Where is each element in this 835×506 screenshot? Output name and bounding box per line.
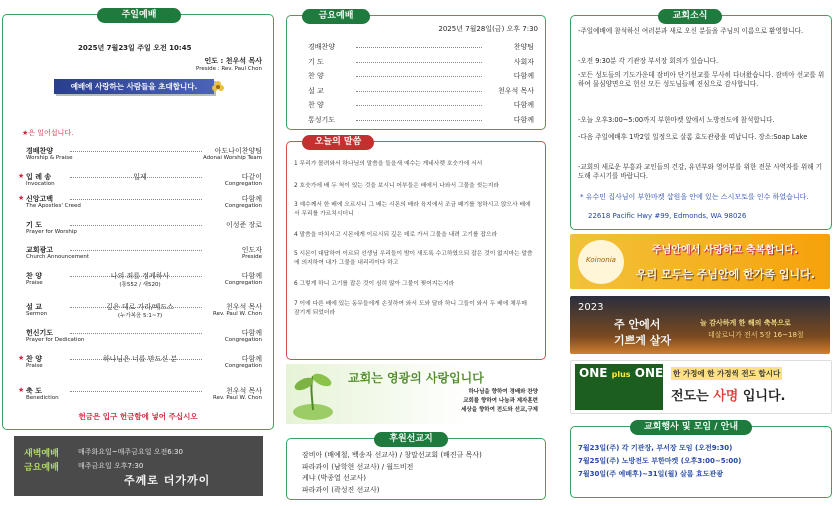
order-item-ref: (누가복음 5:1~7) <box>117 313 163 319</box>
star-icon: ★ <box>18 172 25 180</box>
dawn-friday-box <box>14 436 263 496</box>
order-item-ko: 입 례 송 <box>26 173 52 181</box>
friday-item-ko: 찬 양 <box>308 101 324 110</box>
verse-item: 3 예수께서 한 배에 오르시니 그 배는 시몬의 배라 육지에서 조금 떼기를 청하시고 앉으사 배에서 무리를 가르치시더니 <box>294 202 531 217</box>
order-item-en: Benediction <box>26 395 59 401</box>
verse-item: 4 말씀을 마치시고 시몬에게 이르시되 깊은 데로 가서 그물을 내려 고기를 잡으라 <box>294 232 498 238</box>
mission-item: 파라과이 (남학현 선교사) / 월드비전 <box>302 462 414 471</box>
missions-header: 후원선교지 <box>374 432 448 447</box>
sprout-icon <box>290 366 336 422</box>
offering-note: 헌금은 입구 헌금함에 넣어 주십시오 <box>78 412 198 421</box>
dotted-leader <box>70 250 202 251</box>
evangelism-top: 한 가정에 한 가정씩 전도 합시다 <box>673 369 781 378</box>
friday-item-ko: 찬 양 <box>308 72 324 81</box>
order-item-ko: 경배찬양 <box>26 147 54 155</box>
dotted-leader <box>356 105 482 106</box>
news-item: -모든 성도들의 기도가운데 잠비아 단기선교를 무사히 다녀왔습니다. 잠비아 선교를 위하여 물심양면으로 헌신 모든 성도님들께 진심으로 감사합니다. <box>578 71 825 88</box>
verse-item: 1 무리가 몰려와서 하나님의 말씀을 들을새 예수는 게네사렛 호숫가에 서서 <box>294 161 483 167</box>
verse-item: 7 이에 다른 배에 있는 동무들에게 손짓하여 와서 도와 달라 하니 그들이 와서 두 배에 채우매 잠기게 되었더라 <box>294 301 527 316</box>
verse-item: 5 시몬이 대답하여 이르되 선생님 우리들이 밤이 새도록 수고하였으되 잡은 것이 없지마는 말씀에 의지하여 내가 그물을 내리리이다 하고 <box>294 251 533 266</box>
friday-date-time: 2025년 7월28일(금) 오후 7:30 <box>438 25 538 33</box>
order-item-ko: 헌신기도 <box>26 329 54 337</box>
mail-note: * 유수민 집사님이 부한마켓 샵원을 안에 있는 스시모토를 인수 하였습니다. <box>580 193 809 201</box>
verse-item: 2 호숫가에 배 두 척이 있는 것을 보시니 어부들은 배에서 나와서 그물을 씻는지라 <box>294 183 499 189</box>
order-item-ko: 찬 양 <box>26 355 42 363</box>
event-item: 7월30일(주 예배후)~31일(월) 살롬 효도관광 <box>578 470 723 478</box>
dotted-leader <box>356 47 482 48</box>
koinonia-sub: 우리 모두는 주님안에 한가족 입니다. <box>636 268 815 281</box>
worship-order-row <box>18 194 262 216</box>
friday-order-row <box>308 71 534 82</box>
dotted-leader <box>356 91 482 92</box>
order-item-leader-en: Rev. Paul W. Chon <box>213 311 262 317</box>
order-item-en: The Apostles' Creed <box>26 203 81 209</box>
order-item-leader-en: Congregation <box>224 280 262 286</box>
stand-note: ★은 일어섭니다. <box>22 129 74 137</box>
star-icon: ★ <box>18 386 25 394</box>
star-icon: ★ <box>18 354 25 362</box>
theme-year: 2023 <box>578 302 604 313</box>
order-item-ko: 설 교 <box>26 303 42 311</box>
worship-order-row <box>18 220 262 242</box>
mission-item: 파라과이 (곽성진 선교사) <box>302 485 380 494</box>
friday-item-leader: 사회자 <box>513 57 534 66</box>
order-item-ko: 신앙고백 <box>26 195 54 203</box>
vision-line: 하나님을 향하여 경배와 찬양 <box>468 389 538 395</box>
order-item-leader-en: Rev. Paul W. Chon <box>213 395 262 401</box>
order-item-leader-en: Congregation <box>224 363 262 369</box>
event-item: 7월23일(주) 각 기관장, 부서장 모임 (오전9:30) <box>578 444 733 452</box>
evangelism-banner <box>570 360 832 414</box>
order-item-en: Church Announcement <box>26 254 90 260</box>
sunday-leader-en: Preside : Rev. Paul Chon <box>195 66 262 72</box>
dotted-leader <box>70 333 202 334</box>
theme-right-1: 늘 감사하게 한 해의 축복으로 <box>700 319 791 327</box>
dotted-leader <box>70 225 202 226</box>
order-item-en: Sermon <box>26 311 48 317</box>
friday-order-row <box>308 86 534 97</box>
vision-line: 교회를 향하여 나눔과 제자훈련 <box>463 398 538 404</box>
sunday-worship-header: 주일예배 <box>97 8 181 23</box>
order-item-leader-en: Preside <box>241 254 262 260</box>
worship-order-row <box>18 146 262 168</box>
order-item-leader: 다함께 <box>241 195 262 203</box>
order-item-ko: 교회광고 <box>26 246 54 254</box>
flower-icon <box>210 79 226 95</box>
friday-order-row <box>308 115 534 126</box>
order-item-en: Praise <box>26 280 43 286</box>
order-item-en: Praise <box>26 363 43 369</box>
news-item: -오늘 오후3:00~5:00까지 부한마켓 앞에서 노방전도에 참석합니다. <box>578 116 775 124</box>
order-item-title: 나의 죄를 정케하사 <box>110 272 170 280</box>
order-item-en: Worship & Praise <box>26 155 73 161</box>
friday-item-ko: 통성기도 <box>308 116 336 124</box>
evangelism-title: ONE plus ONE <box>579 366 664 380</box>
news-header: 교회소식 <box>658 9 722 24</box>
order-item-leader: 천우석 목사 <box>225 303 262 311</box>
news-item: -교회의 새로운 부흥과 교인들의 건강, 유년부와 영어부를 위한 전문 사역자를 위해 기도해 주시기를 바랍니다. <box>578 163 823 180</box>
friday-time: 매주금요일 오후7:30 <box>78 462 144 470</box>
order-item-leader-en: Adonai Worship Team <box>202 155 262 161</box>
mission-item: 케냐 (박종열 선교사) <box>302 474 367 482</box>
friday-worship-panel <box>282 0 552 506</box>
order-item-ko: 찬 양 <box>26 272 42 280</box>
star-icon: ★ <box>22 129 29 137</box>
order-item-ko: 기 도 <box>26 221 42 229</box>
order-item-en: Invocation <box>26 181 55 187</box>
friday-item-leader: 천우석 목사 <box>497 86 534 95</box>
friday-item-leader: 다함께 <box>513 116 534 124</box>
yearly-theme-banner <box>570 296 830 354</box>
vision-lines <box>461 388 538 415</box>
order-item-leader: 다함께 <box>241 355 262 363</box>
friday-item-ko: 경배찬양 <box>308 43 336 51</box>
worship-order-row <box>18 386 262 408</box>
dotted-leader <box>356 76 482 77</box>
order-item-leader: 아도나이찬양팀 <box>214 147 262 155</box>
vision-title: 교회는 영광의 사랑입니다 <box>348 371 484 385</box>
news-item: -주일예배에 참석하신 여러분과 새로 오신 분들을 주님의 이름으로 환영합니다. <box>578 27 804 35</box>
dawn-time: 매주화요일~매주금요일 오전6:30 <box>78 448 183 456</box>
friday-item-ko: 설 교 <box>308 86 324 95</box>
order-item-ref: (통552 / 새520) <box>119 282 161 288</box>
events-header: 교회행사 및 모임 / 안내 <box>630 420 752 435</box>
address: 22618 Pacific Hwy #99, Edmonds, WA 98026 <box>588 212 747 220</box>
star-icon: * <box>580 193 586 201</box>
theme-right-2: 데살로니가 전서 5장 16~18절 <box>708 331 804 339</box>
order-item-leader: 다함께 <box>241 329 262 337</box>
event-item: 7월25일(주) 노방전도 부한마켓 (오후3:00~5:00) <box>578 457 742 465</box>
dotted-leader <box>70 151 202 152</box>
verse-header: 오늘의 말씀 <box>302 135 374 150</box>
news-item: -오전 9:30분 각 기관장 부서장 회의가 있습니다. <box>578 57 719 65</box>
order-item-ko: 축 도 <box>26 387 42 395</box>
worship-order-row <box>18 328 262 350</box>
order-item-leader: 다함께 <box>241 272 262 280</box>
friday-order-row <box>308 57 534 68</box>
order-item-leader-en: Congregation <box>224 181 262 187</box>
order-item-leader: 다같이 <box>241 173 262 181</box>
dotted-leader <box>70 199 202 200</box>
koinonia-logo: Koinonia <box>578 240 624 284</box>
friday-label: 금요예배 <box>24 463 59 473</box>
friday-item-leader: 다함께 <box>513 101 534 110</box>
vision-box <box>286 364 546 424</box>
order-item-title: 깊은 데로 가라/베드스 <box>106 303 174 311</box>
dotted-leader <box>70 391 202 392</box>
theme-left-1: 주 안에서 <box>614 318 661 331</box>
koinonia-banner <box>570 234 830 289</box>
order-item-en: Prayer for Dedication <box>26 337 85 343</box>
news-item: -다음 주일예배후 1박2일 일정으로 살롬 효도관광을 떠납니다. 장소:Soap Lake <box>578 133 808 141</box>
worship-order-row <box>18 302 262 324</box>
theme-left-2: 기쁘게 살자 <box>614 334 671 347</box>
order-item-leader: 이성준 장로 <box>225 221 262 229</box>
friday-order-row <box>308 42 534 53</box>
friday-item-leader: 찬양팀 <box>513 43 534 51</box>
friday-item-ko: 기 도 <box>308 57 324 66</box>
dotted-leader <box>356 62 482 63</box>
news-panel <box>560 0 835 506</box>
order-item-en: Prayer for Worship <box>26 229 77 235</box>
dotted-leader <box>356 120 482 121</box>
sunday-date-time: 2025년 7월23일 주일 오전 10:45 <box>78 44 192 52</box>
sunday-worship-panel <box>0 0 276 506</box>
order-item-leader-en: Congregation <box>224 203 262 209</box>
invite-banner: 예배에 사랑하는 사람들을 초대합니다. <box>54 79 214 94</box>
order-item-title: 일제 <box>133 173 147 181</box>
friday-item-leader: 다함께 <box>513 72 534 81</box>
evangelism-main: 전도는 사명 입니다. <box>671 389 786 404</box>
order-item-title: 하나님은 너를 만드신 분 <box>102 355 178 363</box>
sunday-leader-ko: 인도 : 천우석 목사 <box>204 57 262 65</box>
mission-item: 잠비아 (배예철, 백송자 선교사) / 창말선교회 (배진규 목사) <box>302 451 482 459</box>
vision-line: 세상을 향하여 전도와 선교,구제 <box>461 407 538 413</box>
star-icon: ★ <box>18 194 25 202</box>
koinonia-title: 주님안에서 사랑하고 축복합니다. <box>652 245 799 256</box>
order-item-leader-en: Congregation <box>224 337 262 343</box>
friday-order-row <box>308 100 534 111</box>
worship-order-row <box>18 245 262 267</box>
order-item-leader: 인도자 <box>241 246 262 254</box>
worship-order-row <box>18 354 262 376</box>
worship-order-row <box>18 271 262 293</box>
motto: 주께로 더가까이 <box>124 474 211 487</box>
worship-order-row <box>18 172 262 194</box>
friday-worship-header: 금요예배 <box>302 9 370 24</box>
dawn-label: 새벽예배 <box>24 449 59 459</box>
order-item-leader: 천우석 목사 <box>225 387 262 395</box>
verse-item: 6 그렇게 하니 고기를 잡은 것이 심히 많아 그물이 찢어지는지라 <box>294 281 455 287</box>
